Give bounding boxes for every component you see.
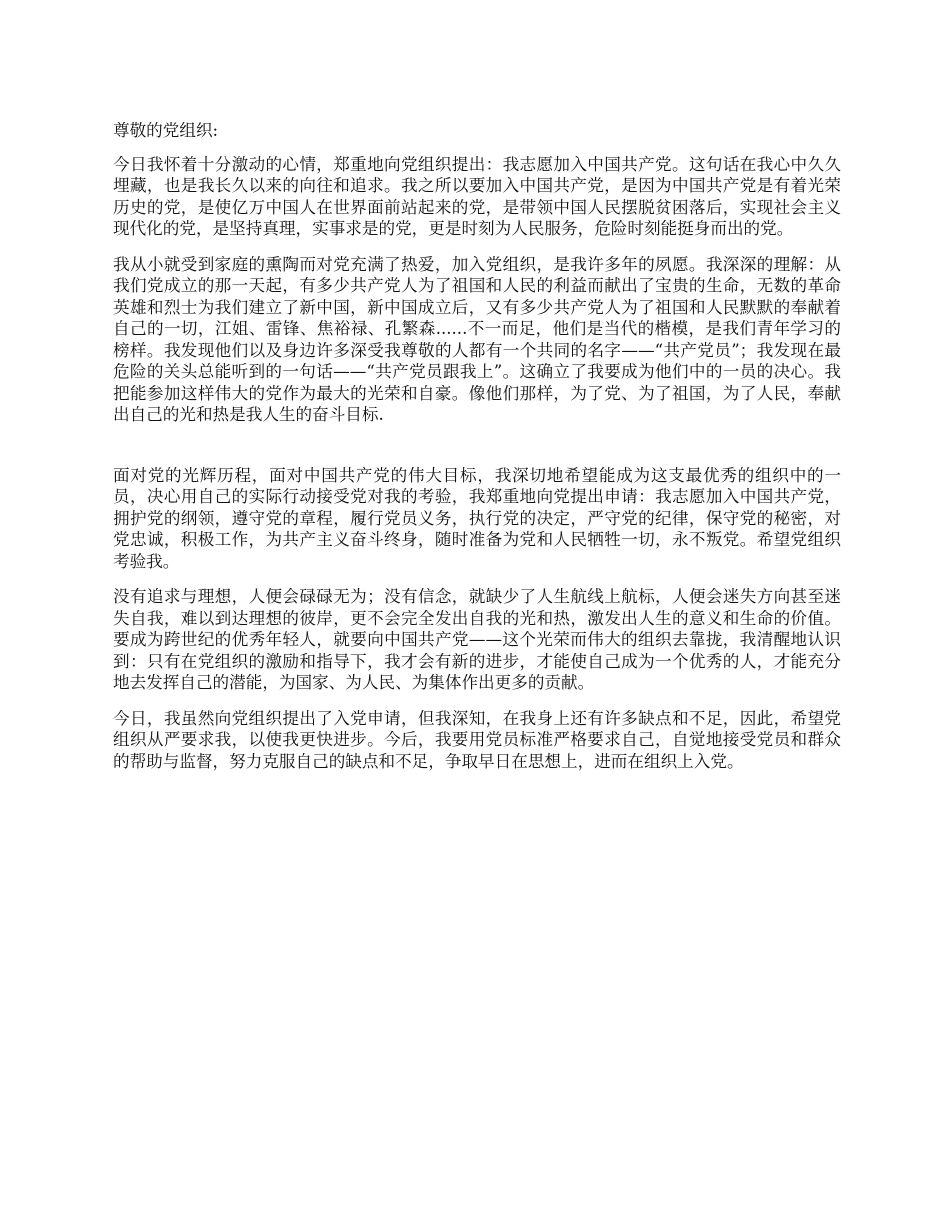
letter-salutation: 尊敬的党组织: [113, 121, 219, 140]
letter-paragraph-2: 我从小就受到家庭的熏陶而对党充满了热爱，加入党组织，是我许多年的夙愿。我深深的理解：从我们党成立的那一天起，有多少共产党人为了祖国和人民的利益而献出了宝贵的生命，无数的革命英雄和烈士为我们建立了新中国，新中国成立后，又有多少共产党人为了祖国和人民默默的奉献着自己的一切，江姐、雷锋、焦裕禄、孔繁森......不一而足，他们是当代的楷模，是我们青年学习的榜样。我发现他们以及身边许多深受我尊敬的人都有一个共同的名字——“共产党员”；我发现在最危险的关头总能听到的一句话——“共产党员跟我上”。这确立了我要成为他们中的一员的决心。我把能参加这样伟大的党作为最大的光荣和自豪。像他们那样，为了党、为了祖国，为了人民，奉献出自己的光和热是我人生的奋斗目标. [113, 254, 841, 424]
letter-paragraph-3: 面对党的光辉历程，面对中国共产党的伟大目标，我深切地希望能成为这支最优秀的组织中的一员，决心用自己的实际行动接受党对我的考验，我郑重地向党提出申请：我志愿加入中国共产党，拥护党的纲领，遵守党的章程，履行党员义务，执行党的决定，严守党的纪律，保守党的秘密，对党忠诚，积极工作，为共产主义奋斗终身，随时准备为党和人民牺牲一切，永不叛党。希望党组织考验我。 [113, 465, 841, 571]
paragraph-spacer [113, 440, 841, 465]
document-page [113, 120, 841, 786]
letter-paragraph-5: 今日，我虽然向党组织提出了入党申请，但我深知，在我身上还有许多缺点和不足，因此，希望党组织从严要求我，以使我更快进步。今后，我要用党员标准严格要求自己，自觉地接受党员和群众的帮助与监督，努力克服自己的缺点和不足，争取早日在思想上，进而在组织上入党。 [113, 708, 841, 771]
letter-paragraph-1: 今日我怀着十分激动的心情，郑重地向党组织提出：我志愿加入中国共产党。这句话在我心中久久埋藏，也是我长久以来的向往和追求。我之所以要加入中国共产党，是因为中国共产党是有着光荣历史的党，是使亿万中国人在世界面前站起来的党，是带领中国人民摆脱贫困落后，实现社会主义现代化的党，是坚持真理，实事求是的党，更是时刻为人民服务，危险时刻能挺身而出的党。 [113, 154, 841, 238]
letter-paragraph-4: 没有追求与理想，人便会碌碌无为；没有信念，就缺少了人生航线上航标，人便会迷失方向甚至迷失自我，难以到达理想的彼岸，更不会完全发出自我的光和热，激发出人生的意义和生命的价值。要成为跨世纪的优秀年轻人，就要向中国共产党——这个光荣而伟大的组织去靠拢，我清醒地认识到：只有在党组织的激励和指导下，我才会有新的进步，才能使自己成为一个优秀的人，才能充分地去发挥自己的潜能，为国家、为人民、为集体作出更多的贡献。 [113, 587, 841, 692]
